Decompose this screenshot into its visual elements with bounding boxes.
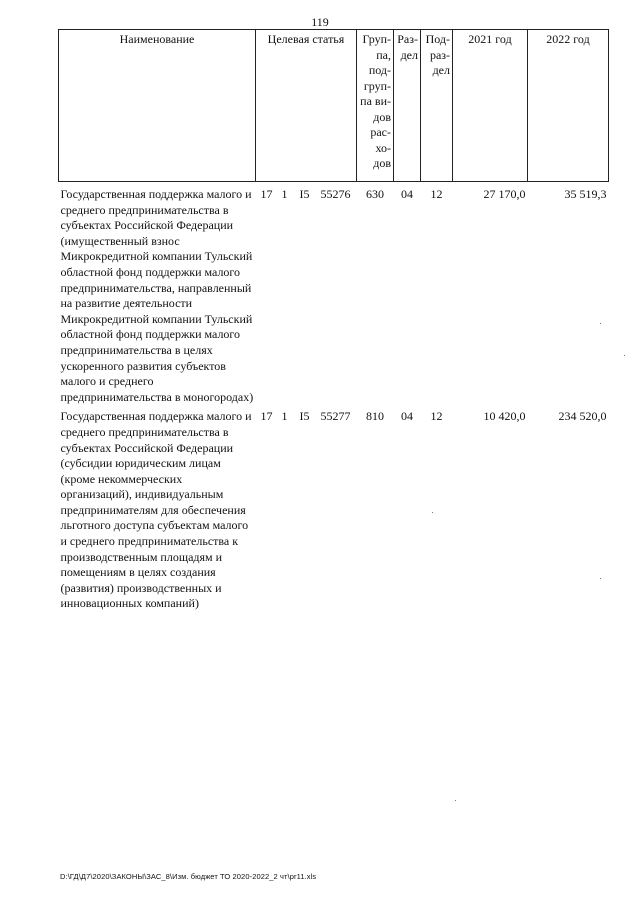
target-program: 17 bbox=[260, 409, 273, 424]
header-group-text: Груп-па, под-груп-па ви-дов рас-хо-дов bbox=[360, 32, 391, 170]
table-row bbox=[59, 182, 609, 408]
row-section: 04 bbox=[401, 409, 413, 424]
header-group bbox=[357, 30, 394, 182]
scan-speck bbox=[455, 800, 456, 801]
scan-speck bbox=[600, 323, 601, 324]
target-subprogram: 1 bbox=[281, 409, 288, 424]
row-target bbox=[256, 407, 357, 614]
target-direction: 55277 bbox=[320, 409, 351, 424]
row-amount-2022: 35 519,3 bbox=[564, 187, 607, 201]
row-name: Государственная поддержка малого и среднего предпринимательства в субъектах Российской Федерации (имущественный взнос Микрокредитной компании Тульский областной фонд поддержки малого предпринимательства, направленный на развитие деятельности Микрокредитной компании Тульский областной фонд поддержки малого предпринимательства в целях ускоренного развития субъектов малого и среднего предпринимательства в моногородах) bbox=[60, 187, 254, 404]
row-subsection: 12 bbox=[430, 409, 443, 424]
row-subsection: 12 bbox=[430, 187, 443, 201]
target-direction: 55276 bbox=[320, 187, 351, 201]
target-project: I5 bbox=[299, 409, 310, 424]
header-year-2021: 2021 год bbox=[453, 30, 528, 182]
budget-table bbox=[58, 29, 609, 614]
row-amount-2022: 234 520,0 bbox=[558, 409, 607, 424]
target-project: I5 bbox=[299, 187, 310, 201]
target-program: 17 bbox=[260, 187, 273, 201]
table-row bbox=[59, 407, 609, 614]
scan-speck bbox=[624, 355, 625, 356]
row-amount-2021: 10 420,0 bbox=[483, 409, 526, 424]
scan-speck bbox=[600, 578, 601, 579]
target-subprogram: 1 bbox=[281, 187, 288, 201]
table-header-row bbox=[59, 30, 609, 182]
footer-file-path: D:\ГД\Д7\2020\ЗАКОНЫ\ЗАС_8\Изм. бюджет ТО 2020-2022_2 чт\pr11.xls bbox=[60, 872, 317, 881]
scan-speck bbox=[432, 512, 433, 513]
header-target: Целевая статья bbox=[256, 30, 357, 182]
header-name: Наименование bbox=[59, 30, 256, 182]
page-number: 119 bbox=[311, 15, 329, 29]
header-year-2022: 2022 год bbox=[528, 30, 609, 182]
header-subsection: Под-раз-дел bbox=[421, 30, 453, 182]
row-group: 810 bbox=[366, 409, 384, 424]
row-amount-2021: 27 170,0 bbox=[483, 187, 526, 201]
header-section: Раз-дел bbox=[394, 30, 421, 182]
row-name: Государственная поддержка малого и среднего предпринимательства в субъектах Российской Федерации (субсидии юридическим лицам (кроме некоммерческих организаций), индивидуальным предпринимателям для обеспечения льготного доступа субъектам малого и среднего предпринимательства к производственным площадям и помещениям в целях создания (развития) производственных и инновационных компаний) bbox=[60, 409, 252, 611]
row-section: 04 bbox=[401, 187, 413, 201]
row-group: 630 bbox=[366, 187, 384, 201]
row-target bbox=[256, 182, 357, 408]
